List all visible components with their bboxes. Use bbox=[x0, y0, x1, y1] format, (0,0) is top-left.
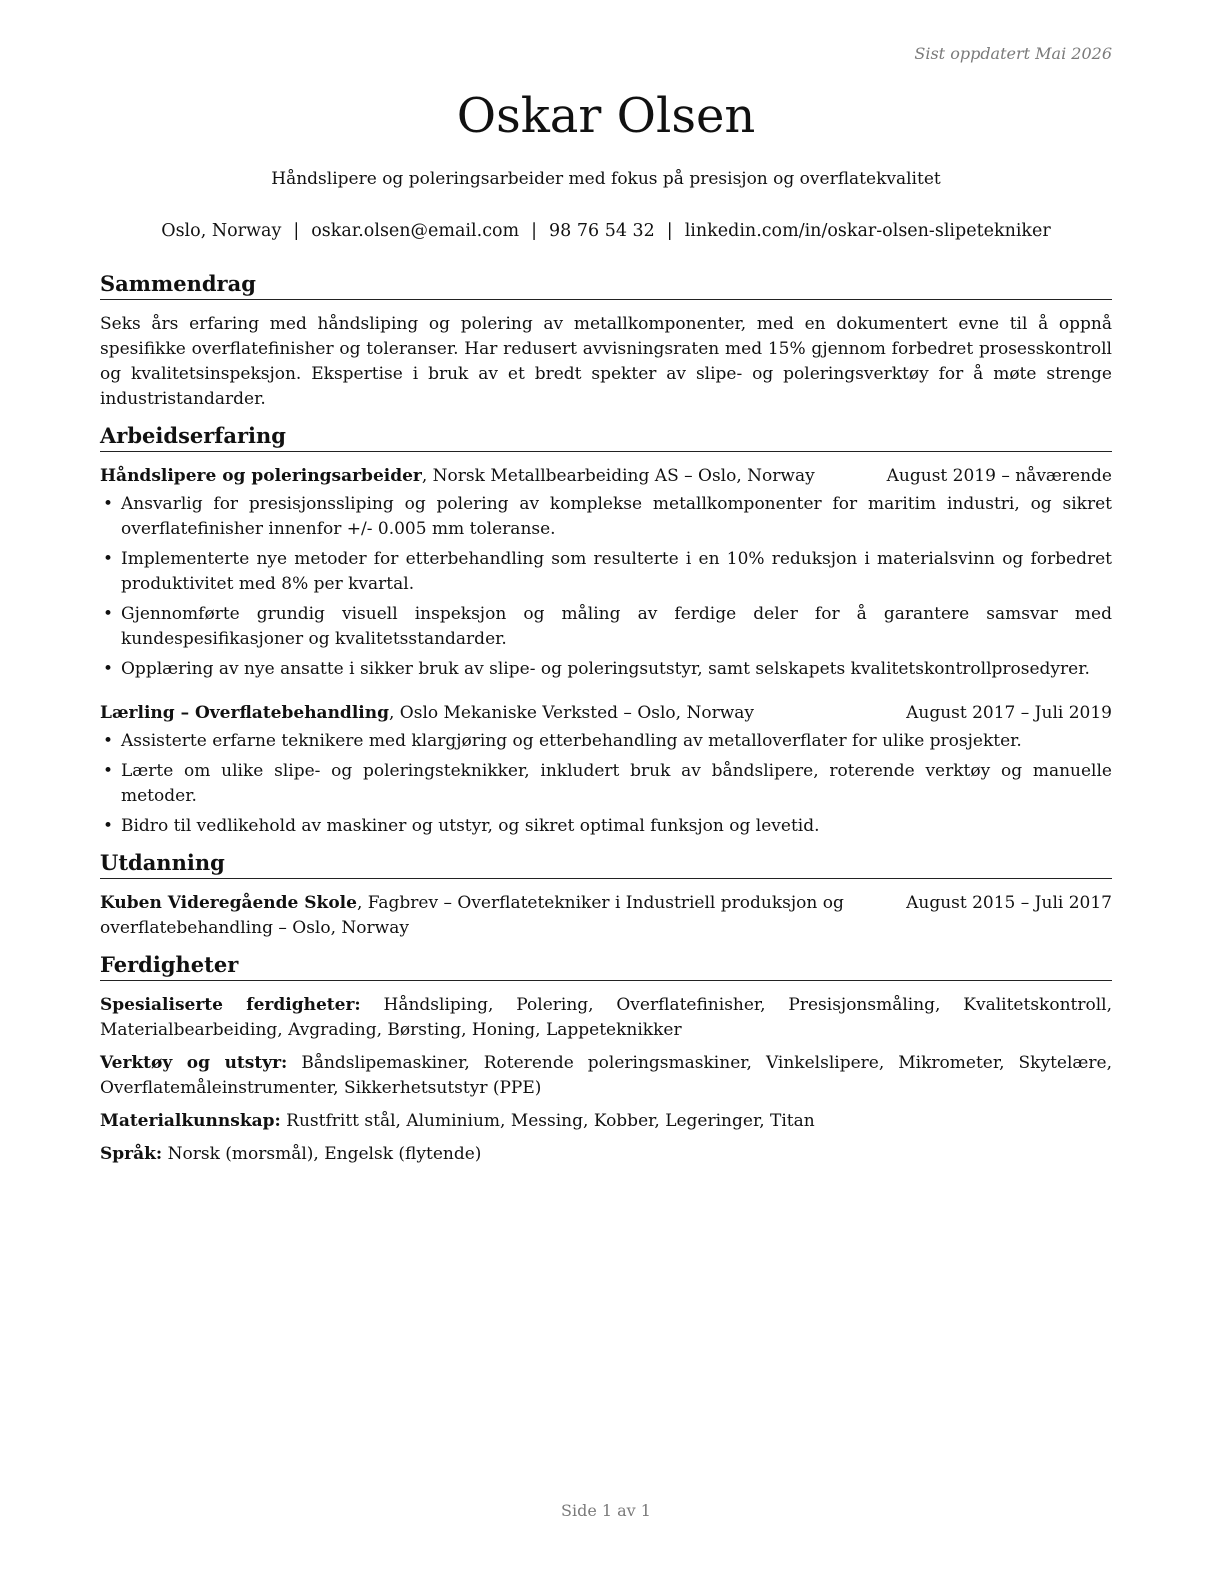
education-dates: August 2015 – Juli 2017 bbox=[906, 893, 1112, 913]
list-item bbox=[100, 814, 1112, 839]
list-item bbox=[100, 602, 1112, 652]
job-entry bbox=[100, 464, 1112, 682]
section-title-education: Utdanning bbox=[100, 849, 1112, 879]
bullet-text: Implementerte nye metoder for etterbehandling som resulterte i en 10% reduksjon i materialsvinn og forbedret produktivitet med 8% per kvartal. bbox=[121, 549, 1112, 594]
section-title-summary: Sammendrag bbox=[100, 270, 1112, 300]
last-updated: Sist oppdatert Mai 2026 bbox=[914, 44, 1112, 63]
contact-separator: | bbox=[666, 221, 673, 241]
bullet-icon: • bbox=[103, 731, 114, 751]
skill-value: Båndslipemaskiner, Roterende poleringsmaskiner, Vinkelslipere, Mikrometer, Skytelære, Overflatemåleinstrumenter, Sikkerhetsutstyr (PPE) bbox=[100, 1053, 1112, 1098]
list-item bbox=[100, 729, 1112, 754]
job-title-line bbox=[100, 701, 906, 726]
skill-line bbox=[100, 993, 1112, 1043]
contact-location: Oslo, Norway bbox=[161, 221, 282, 241]
education-line bbox=[100, 891, 906, 941]
job-header bbox=[100, 464, 1112, 489]
bullet-text: Ansvarlig for presisjonssliping og polering av komplekse metallkomponenter for maritim industri, og sikret overflatefinisher innenfor +/- 0.005 mm toleranse. bbox=[121, 494, 1112, 539]
skill-label: Spesialiserte ferdigheter: bbox=[100, 995, 361, 1015]
summary-text: Seks års erfaring med håndsliping og polering av metallkomponenter, med en dokumentert evne til å oppnå spesifikke overflatefinisher og toleranser. Har redusert avvisningsraten med 15% gjennom forbedret prosesskontroll og kvalitetsinspeksjon. Ekspertise i bruk av et bredt spekter av slipe- og poleringsverktøy for å møte strenge industristandarder. bbox=[100, 314, 1112, 409]
education-entry bbox=[100, 891, 1112, 941]
job-bullets bbox=[100, 492, 1112, 682]
bullet-text: Opplæring av nye ansatte i sikker bruk av slipe- og poleringsutstyr, samt selskapets kvalitetskontrollprosedyrer. bbox=[121, 659, 1090, 679]
job-header bbox=[100, 701, 1112, 726]
bullet-icon: • bbox=[103, 659, 114, 679]
skill-line bbox=[100, 1051, 1112, 1101]
skill-label: Verktøy og utstyr: bbox=[100, 1053, 288, 1073]
skill-value: Håndsliping, Polering, Overflatefinisher, Presisjonsmåling, Kvalitetskontroll, Materialbearbeiding, Avgrading, Børsting, Honing, Lappeteknikker bbox=[100, 995, 1112, 1040]
skill-line bbox=[100, 1109, 1112, 1134]
education-details: , Fagbrev – Overflatetekniker i Industriell produksjon og overflatebehandling – Oslo, Norway bbox=[100, 893, 844, 938]
skill-value: Norsk (morsmål), Engelsk (flytende) bbox=[162, 1144, 482, 1164]
skills-section bbox=[100, 951, 1112, 1167]
contact-line bbox=[100, 219, 1112, 243]
summary-section bbox=[100, 270, 1112, 412]
bullet-icon: • bbox=[103, 604, 114, 624]
contact-separator: | bbox=[531, 221, 538, 241]
skill-line bbox=[100, 1142, 1112, 1167]
skill-label: Materialkunnskap: bbox=[100, 1111, 281, 1131]
resume-content bbox=[100, 270, 1112, 1177]
bullet-icon: • bbox=[103, 494, 114, 514]
bullet-icon: • bbox=[103, 761, 114, 781]
job-entry bbox=[100, 701, 1112, 839]
resume-page bbox=[100, 0, 1112, 1584]
experience-section bbox=[100, 422, 1112, 839]
education-section bbox=[100, 849, 1112, 941]
section-title-experience: Arbeidserfaring bbox=[100, 422, 1112, 452]
job-role: Lærling – Overflatebehandling bbox=[100, 703, 389, 723]
list-item bbox=[100, 657, 1112, 682]
bullet-icon: • bbox=[103, 816, 114, 836]
bullet-icon: • bbox=[103, 549, 114, 569]
list-item bbox=[100, 759, 1112, 809]
contact-linkedin[interactable]: linkedin.com/in/oskar-olsen-slipetekniker bbox=[684, 221, 1051, 241]
bullet-text: Lærte om ulike slipe- og poleringsteknikker, inkludert bruk av båndslipere, roterende verktøy og manuelle metoder. bbox=[121, 761, 1112, 806]
bullet-text: Assisterte erfarne teknikere med klargjøring og etterbehandling av metalloverflater for ulike prosjekter. bbox=[121, 731, 1022, 751]
tagline: Håndslipere og poleringsarbeider med fokus på presisjon og overflatekvalitet bbox=[271, 169, 941, 189]
section-title-skills: Ferdigheter bbox=[100, 951, 1112, 981]
candidate-name: Oskar Olsen bbox=[456, 88, 756, 144]
bullet-text: Bidro til vedlikehold av maskiner og utstyr, og sikret optimal funksjon og levetid. bbox=[121, 816, 820, 836]
job-title-line bbox=[100, 464, 887, 489]
contact-separator: | bbox=[293, 221, 300, 241]
education-school: Kuben Videregående Skole bbox=[100, 893, 357, 913]
contact-phone: 98 76 54 32 bbox=[549, 221, 655, 241]
list-item bbox=[100, 492, 1112, 542]
list-item bbox=[100, 547, 1112, 597]
page-number: Side 1 av 1 bbox=[561, 1501, 651, 1520]
skill-value: Rustfritt stål, Aluminium, Messing, Kobber, Legeringer, Titan bbox=[280, 1111, 815, 1131]
job-role: Håndslipere og poleringsarbeider bbox=[100, 466, 422, 486]
bullet-text: Gjennomførte grundig visuell inspeksjon og måling av ferdige deler for å garantere samsvar med kundespesifikasjoner og kvalitetsstandarder. bbox=[121, 604, 1112, 649]
job-employer: , Oslo Mekaniske Verksted – Oslo, Norway bbox=[388, 703, 754, 723]
job-bullets bbox=[100, 729, 1112, 839]
job-employer: , Norsk Metallbearbeiding AS – Oslo, Norway bbox=[421, 466, 815, 486]
skill-label: Språk: bbox=[100, 1144, 163, 1164]
job-dates: August 2019 – nåværende bbox=[886, 466, 1112, 486]
job-dates: August 2017 – Juli 2019 bbox=[906, 703, 1112, 723]
contact-email[interactable]: oskar.olsen@email.com bbox=[311, 221, 520, 241]
